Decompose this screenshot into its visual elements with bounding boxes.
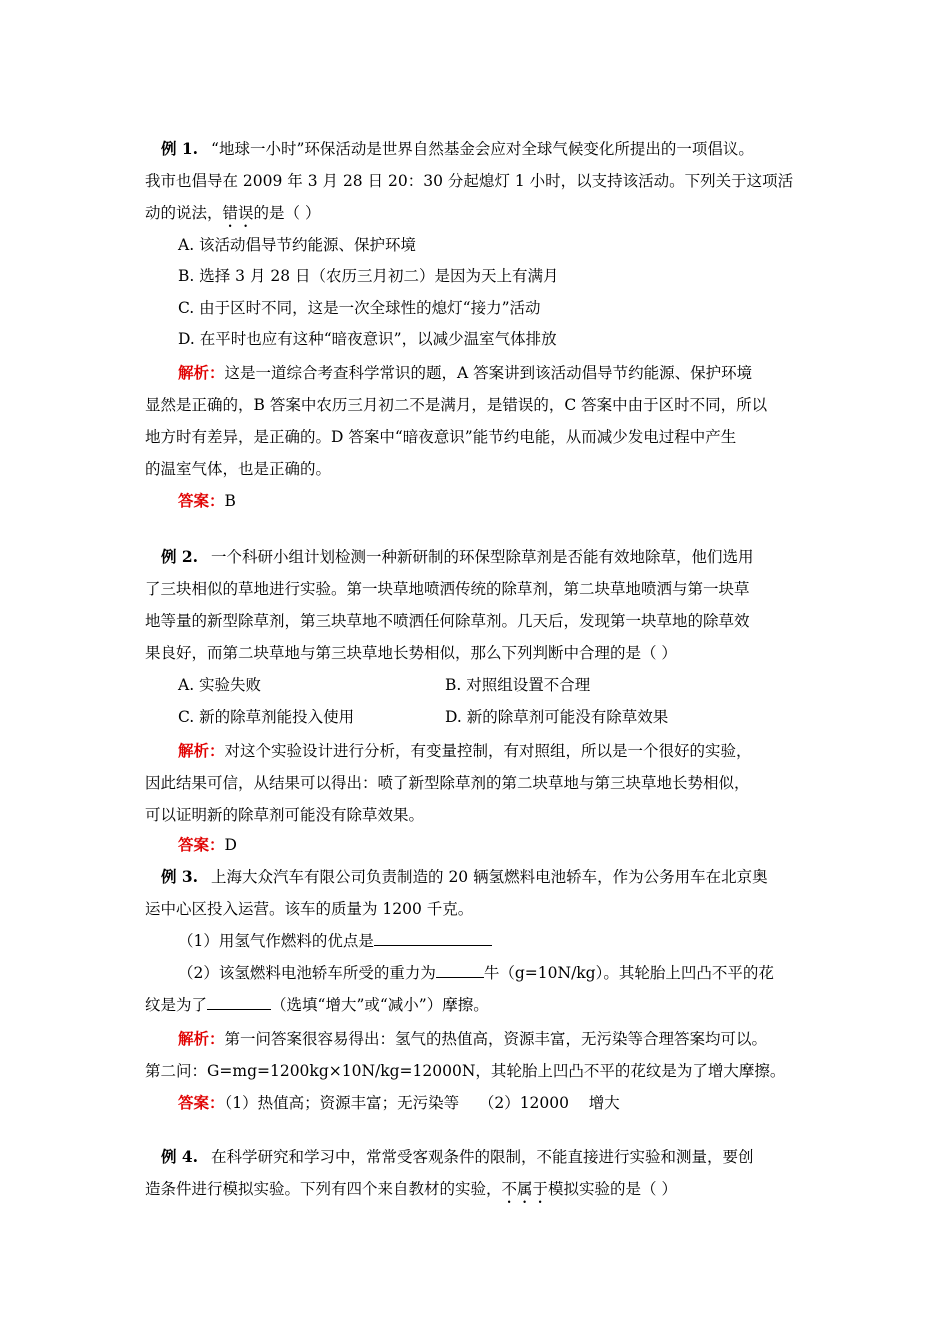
ex3-part-1 — [178, 931, 492, 951]
ex1-analysis-text-1: 这是一道综合考查科学常识的题，A 答案讲到该活动倡导节约能源、保护环境 — [224, 364, 753, 382]
ex3-question-line-1 — [161, 867, 768, 887]
ex2-label: 例 2. — [161, 547, 199, 566]
ex3-part-1-text: （1）用氢气作燃料的优点是 — [178, 932, 374, 950]
ex3-question-text-1: 上海大众汽车有限公司负责制造的 20 辆氢燃料电池轿车，作为公务用车在北京奥 — [211, 868, 768, 886]
ex3-answer-line — [178, 1093, 620, 1113]
ex3-label: 例 3. — [161, 867, 199, 886]
ex2-analysis-label: 解析： — [178, 741, 225, 760]
ex3-part-2-text-d: （选填“增大”或“减小”）摩擦。 — [271, 996, 489, 1014]
ex4-question-line-1 — [161, 1147, 754, 1167]
ex3-analysis-label: 解析： — [178, 1029, 225, 1048]
ex3-part-2-text-c: 纹是为了 — [145, 996, 208, 1014]
ex1-analysis-line-1 — [178, 363, 752, 383]
ex1-analysis-label: 解析： — [178, 363, 225, 382]
ex3-answer-value: （1）热值高；资源丰富；无污染等 （2）12000 增大 — [224, 1094, 620, 1112]
ex4-question-text-2b: 模拟实验的是（ ） — [548, 1180, 677, 1198]
ex3-part-2 — [178, 963, 774, 983]
ex2-question-line-3: 地等量的新型除草剂，第三块草地不喷洒任何除草剂。几天后，发现第一块草地的除草效 — [145, 612, 750, 630]
ex2-analysis-line-2: 因此结果可信，从结果可以得出：喷了新型除草剂的第二块草地与第三块草地长势相似， — [145, 774, 750, 792]
ex3-answer-label: 答案： — [178, 1093, 225, 1112]
ex2-question-text-1: 一个科研小组计划检测一种新研制的环保型除草剂是否能有效地除草，他们选用 — [211, 548, 754, 566]
ex2-question-line-1 — [161, 547, 754, 567]
ex1-question-text-3a: 动的说法， — [145, 204, 223, 222]
ex3-analysis-line-2: 第二问：G=mg=1200kg×10N/kg=12000N，其轮胎上凹凸不平的花纹是为了增大摩擦。 — [145, 1062, 786, 1080]
ex1-answer-line — [178, 491, 236, 511]
ex2-analysis-line-1 — [178, 741, 752, 761]
ex4-question-text-1: 在科学研究和学习中，常常受客观条件的限制，不能直接进行实验和测量，要创 — [211, 1148, 754, 1166]
ex2-option-a: A. 实验失败 — [178, 676, 262, 694]
ex4-question-text-2a: 造条件进行模拟实验。下列有四个来自教材的实验， — [145, 1180, 502, 1198]
ex2-option-d: D. 新的除草剂可能没有除草效果 — [445, 708, 669, 726]
ex2-option-b: B. 对照组设置不合理 — [445, 676, 591, 694]
ex2-analysis-text-1: 对这个实验设计进行分析，有变量控制，有对照组，所以是一个很好的实验， — [224, 742, 752, 760]
ex1-analysis-line-3: 地方时有差异，是正确的。D 答案中“暗夜意识”能节约电能，从而减少发电过程中产生 — [145, 428, 737, 446]
ex1-label: 例 1. — [161, 139, 199, 158]
ex1-analysis-line-2: 显然是正确的，B 答案中农历三月初二不是满月，是错误的，C 答案中由于区时不同，所以 — [145, 396, 768, 414]
ex1-question-text-3b: 的是（ ） — [253, 204, 321, 222]
ex2-option-c: C. 新的除草剂能投入使用 — [178, 708, 355, 726]
ex3-question-line-2: 运中心区投入运营。该车的质量为 1200 千克。 — [145, 900, 474, 918]
ex4-label: 例 4. — [161, 1147, 199, 1166]
ex3-part-2-text-a: （2）该氢燃料电池轿车所受的重力为 — [178, 964, 436, 982]
ex2-answer-value: D — [224, 836, 237, 854]
ex3-part-2-text-b: 牛（g=10N/kg）。其轮胎上凹凸不平的花 — [483, 964, 774, 982]
ex3-analysis-line-1 — [178, 1029, 767, 1049]
ex1-question-text-1: “地球一小时”环保活动是世界自然基金会应对全球气候变化所提出的一项倡议。 — [211, 140, 754, 158]
ex3-analysis-text-1: 第一问答案很容易得出：氢气的热值高，资源丰富，无污染等合理答案均可以。 — [224, 1030, 768, 1048]
ex1-question-line-3 — [145, 203, 320, 231]
ex3-blank-2 — [436, 963, 484, 978]
ex1-option-d: D. 在平时也应有这种“暗夜意识”，以减少温室气体排放 — [178, 330, 557, 348]
ex1-question-line-1 — [161, 139, 754, 159]
ex2-answer-label: 答案： — [178, 835, 225, 854]
ex2-answer-line — [178, 835, 237, 855]
ex1-answer-value: B — [224, 492, 236, 510]
ex1-answer-label: 答案： — [178, 491, 225, 510]
ex4-emphasis-not-belong: 不属于 — [501, 1180, 549, 1198]
ex1-emphasis-wrong: 错误 — [222, 204, 254, 222]
ex1-option-c: C. 由于区时不同，这是一次全球性的熄灯“接力”活动 — [178, 299, 541, 317]
ex1-option-b: B. 选择 3 月 28 日（农历三月初二）是因为天上有满月 — [178, 267, 559, 285]
ex4-question-line-2 — [145, 1179, 677, 1207]
ex2-question-line-4: 果良好，而第二块草地与第三块草地长势相似，那么下列判断中合理的是（ ） — [145, 644, 677, 662]
ex2-question-line-2: 了三块相似的草地进行实验。第一块草地喷洒传统的除草剂，第二块草地喷洒与第一块草 — [145, 580, 750, 598]
ex3-part-2-line-2 — [145, 995, 489, 1015]
ex3-blank-1 — [374, 931, 492, 946]
ex1-question-line-2: 我市也倡导在 2009 年 3 月 28 日 20：30 分起熄灯 1 小时，以支持该活动。下列关于这项活 — [145, 172, 794, 190]
ex1-analysis-line-4: 的温室气体，也是正确的。 — [145, 460, 332, 478]
ex1-option-a: A. 该活动倡导节约能源、保护环境 — [178, 236, 417, 254]
ex2-analysis-line-3: 可以证明新的除草剂可能没有除草效果。 — [145, 806, 425, 824]
ex3-blank-3 — [207, 995, 271, 1010]
